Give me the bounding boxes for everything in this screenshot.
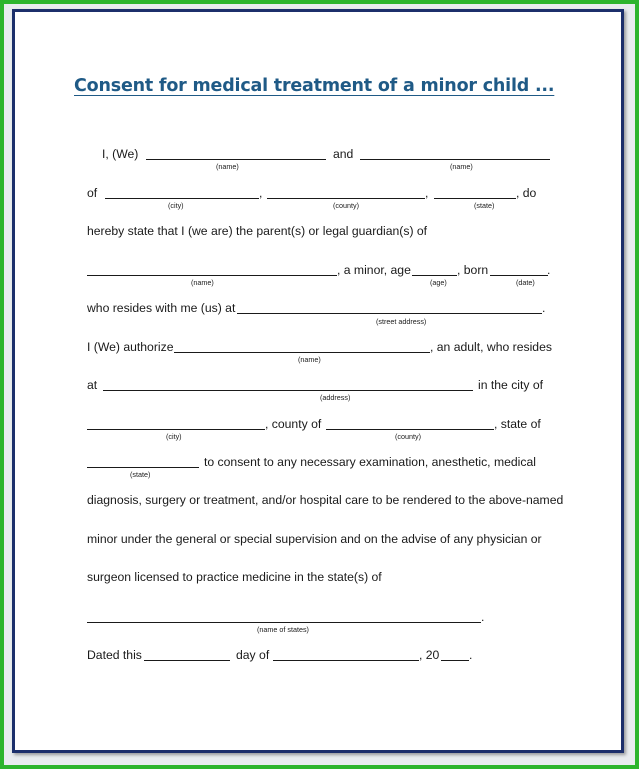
label-resides: who resides with me (us) at	[87, 301, 236, 315]
date-born-field[interactable]	[490, 275, 548, 276]
caption-date: (date)	[516, 278, 535, 287]
label-at: at	[87, 378, 98, 392]
authorized-adult-name-field[interactable]	[174, 352, 430, 353]
parent2-name-field[interactable]	[360, 159, 550, 160]
form-title: Consent for medical treatment of a minor child ...	[74, 76, 555, 96]
day-field[interactable]	[144, 660, 230, 661]
label-a-minor-age: , a minor, age	[337, 263, 411, 277]
text-to-consent: to consent to any necessary examination, anesthetic, medical	[204, 455, 536, 469]
adult-city-field[interactable]	[87, 429, 265, 430]
street-address-field[interactable]	[237, 313, 542, 314]
year-field[interactable]	[441, 660, 469, 661]
adult-address-field[interactable]	[103, 390, 473, 391]
caption-name-1: (name)	[216, 162, 239, 171]
adult-state-field[interactable]	[87, 467, 199, 468]
label-an-adult: , an adult, who resides	[430, 340, 552, 354]
state-field[interactable]	[434, 198, 516, 199]
city-field[interactable]	[105, 198, 259, 199]
period-4: .	[469, 648, 473, 662]
caption-address: (address)	[320, 393, 351, 402]
minor-name-field[interactable]	[87, 275, 337, 276]
caption-city-1: (city)	[168, 201, 184, 210]
caption-street-address: (street address)	[376, 317, 427, 326]
caption-name-of-states: (name of states)	[257, 625, 309, 634]
adult-county-field[interactable]	[326, 429, 494, 430]
period-3: .	[481, 610, 485, 624]
comma-2: ,	[425, 186, 429, 200]
period-2: .	[542, 301, 546, 315]
label-dated-this: Dated this	[87, 648, 142, 662]
month-field[interactable]	[273, 660, 419, 661]
text-minor-under: minor under the general or special supervision and on the advise of any physician or	[87, 532, 542, 546]
label-authorize: I (We) authorize	[87, 340, 174, 354]
states-of-practice-field[interactable]	[87, 622, 481, 623]
comma-1: ,	[259, 186, 263, 200]
label-of: of	[87, 186, 98, 200]
caption-name-2: (name)	[450, 162, 473, 171]
caption-county-1: (county)	[333, 201, 359, 210]
text-surgeon: surgeon licensed to practice medicine in the state(s) of	[87, 570, 382, 584]
label-year-20: , 20	[419, 648, 440, 662]
label-do: , do	[516, 186, 537, 200]
caption-state-2: (state)	[130, 470, 151, 479]
label-in-city-of: in the city of	[478, 378, 544, 392]
caption-age: (age)	[430, 278, 447, 287]
label-state-of: , state of	[494, 417, 541, 431]
county-field[interactable]	[267, 198, 425, 199]
age-field[interactable]	[412, 275, 457, 276]
label-county-of: , county of	[265, 417, 322, 431]
label-and: and	[333, 147, 354, 161]
text-hereby: hereby state that I (we are) the parent(s) or legal guardian(s) of	[87, 224, 428, 238]
caption-state-1: (state)	[474, 201, 495, 210]
label-i-we: I, (We)	[102, 147, 139, 161]
period-1: .	[547, 263, 551, 277]
parent1-name-field[interactable]	[146, 159, 326, 160]
caption-city-2: (city)	[166, 432, 182, 441]
caption-county-2: (county)	[395, 432, 421, 441]
caption-name-4: (name)	[298, 355, 321, 364]
label-day-of: day of	[236, 648, 270, 662]
text-diagnosis: diagnosis, surgery or treatment, and/or hospital care to be rendered to the above-named	[87, 493, 564, 507]
label-born: , born	[457, 263, 489, 277]
caption-name-3: (name)	[191, 278, 214, 287]
